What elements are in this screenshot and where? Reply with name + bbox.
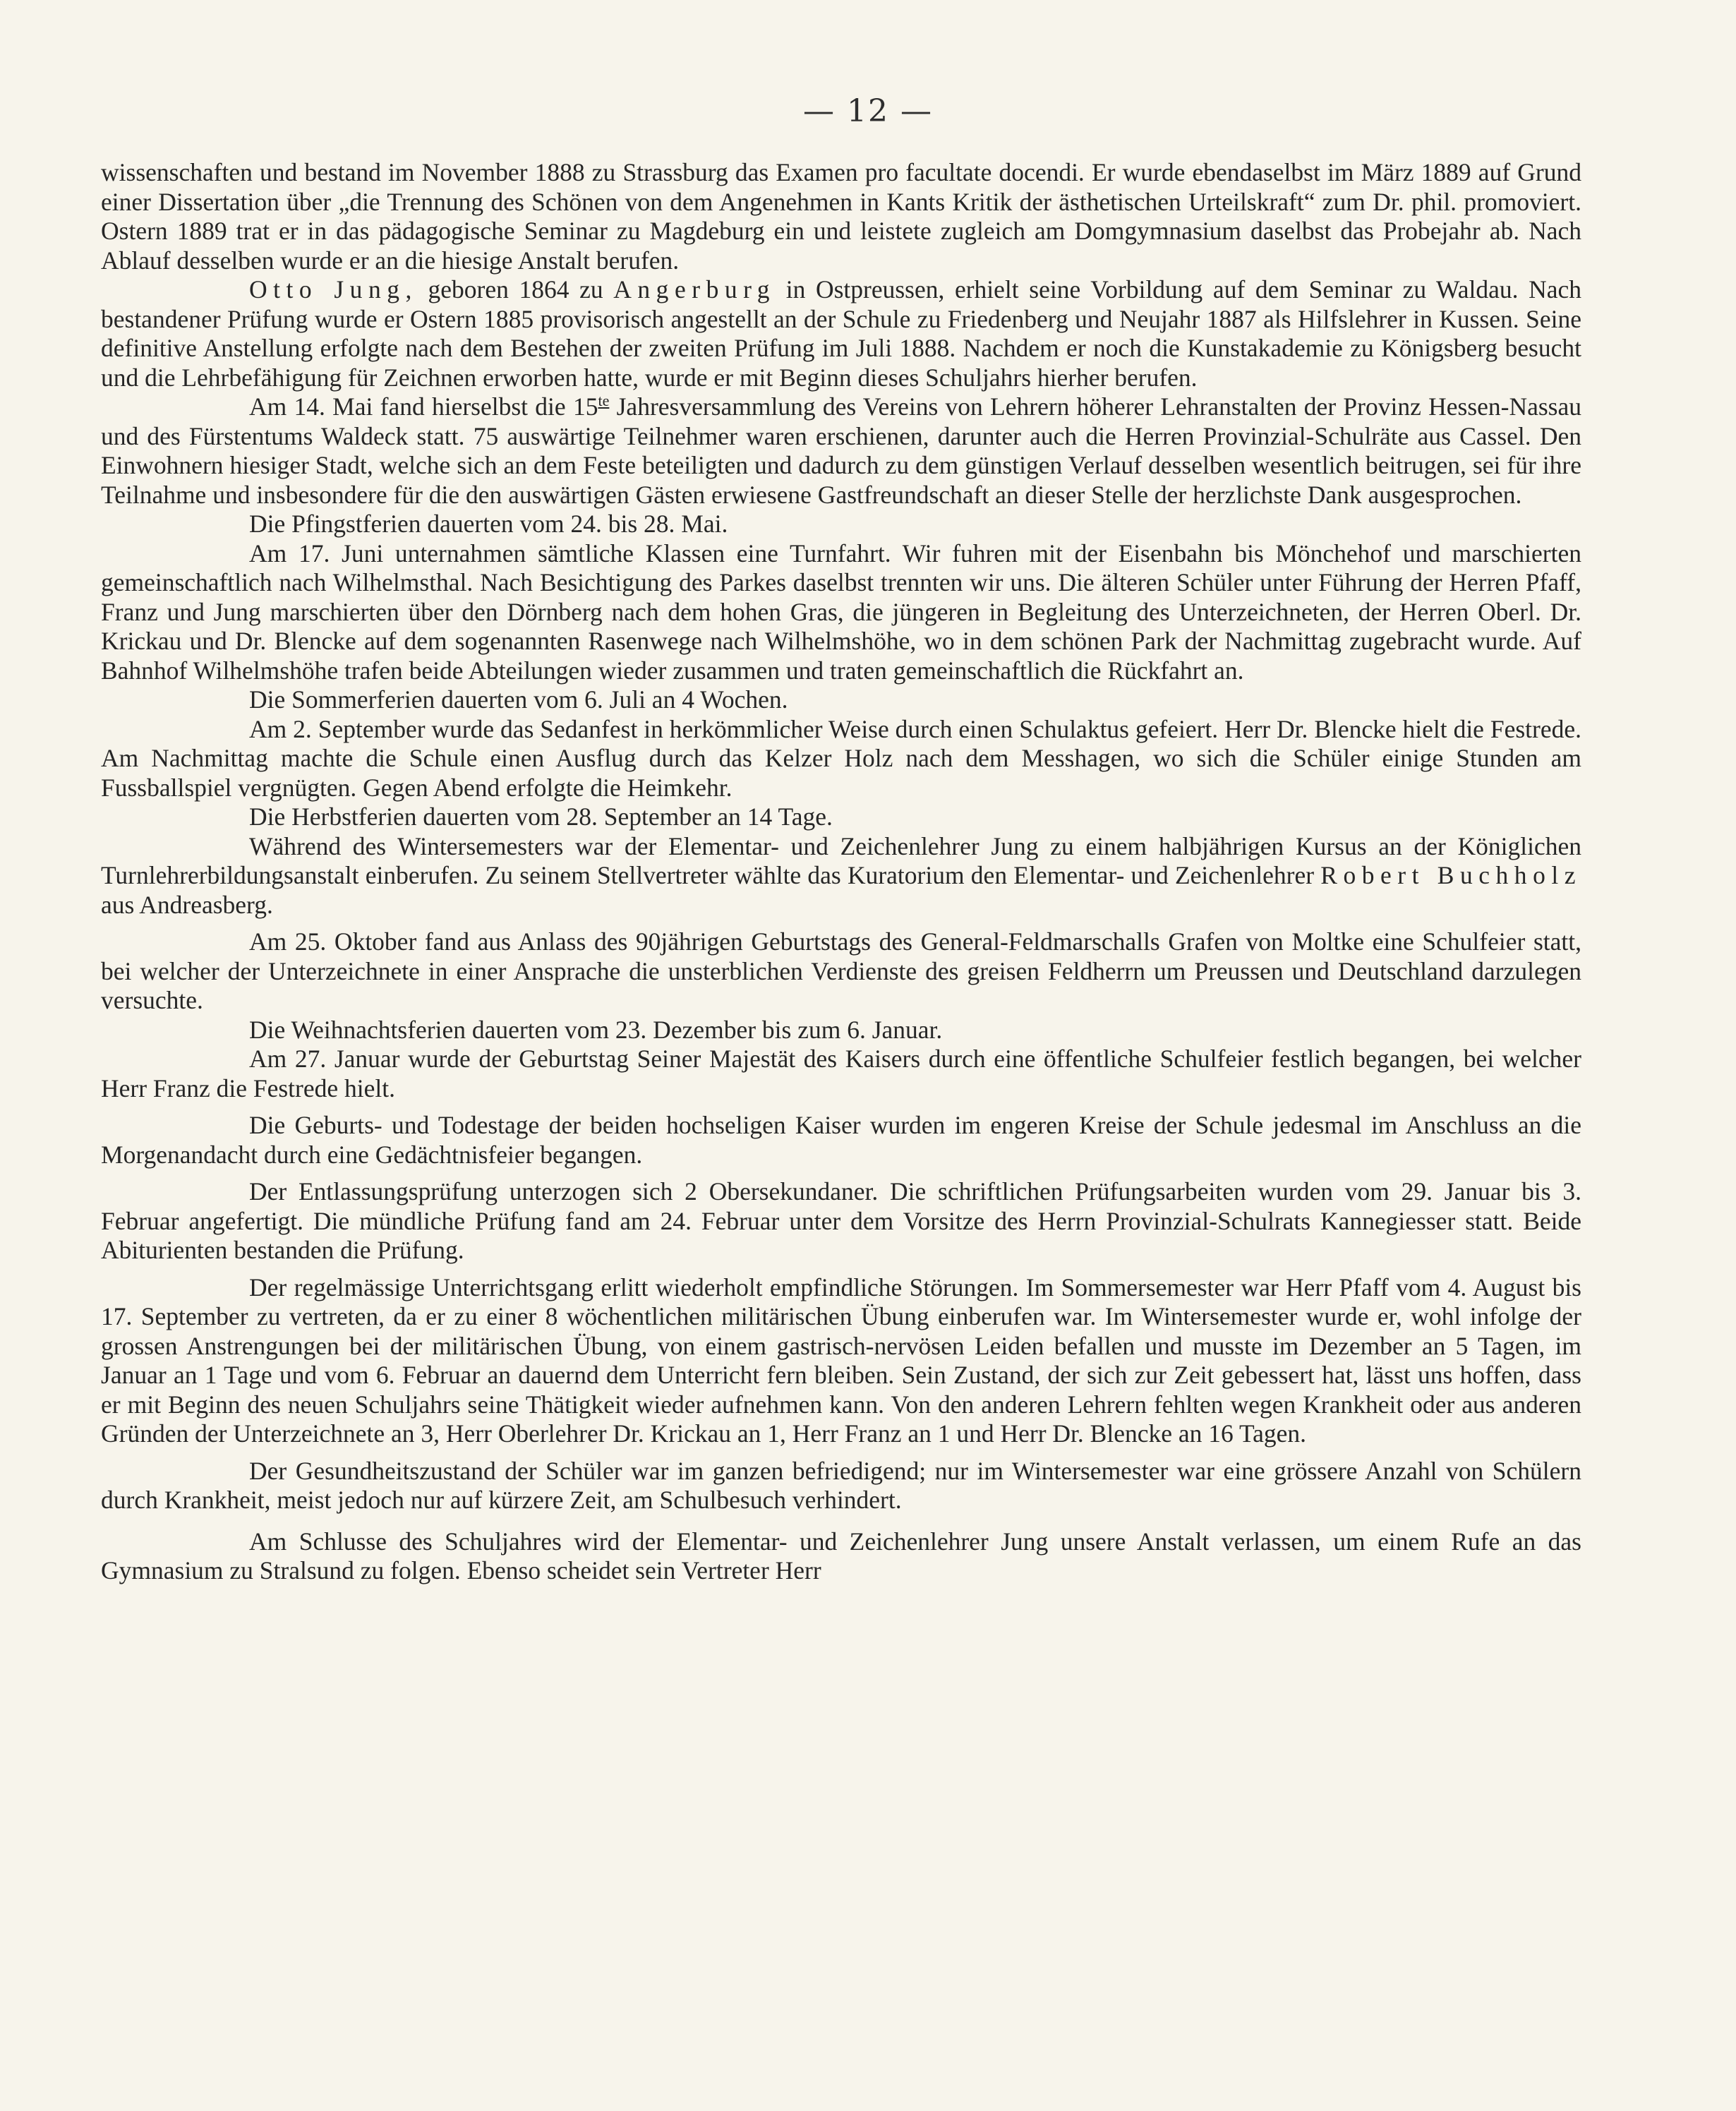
paragraph-gedaechtnisfeier: Die Geburts- und Todestage der beiden hochseligen Kaiser wurden im engeren Kreise der Schule jedesmal im Anschluss an die Morgenandacht durch eine Gedächtnisfeier begangen. — [101, 1111, 1581, 1169]
paragraph-gesundheitszustand: Der Gesundheitszustand der Schüler war im ganzen befriedigend; nur im Wintersemester war eine grössere Anzahl von Schülern durch Krankheit, meist jedoch nur auf kürzere Zeit, am Schulbesuch verhindert. — [101, 1456, 1581, 1514]
paragraph-jahresversammlung — [101, 392, 1581, 510]
paragraph-text: Während des Wintersemesters war der Elementar- und Zeichenlehrer Jung zu einem halbjährigen Kursus an der Königlichen Turnlehrerbildungsanstalt einberufen. Zu seinem Stellvertreter wählte das Kuratorium den Elementar- und Zeichenlehrer — [101, 831, 1581, 889]
paragraph-weihnachtsferien: Die Weihnachtsferien dauerten vom 23. Dezember bis zum 6. Januar. — [249, 1015, 943, 1044]
paragraph-wintersemester — [101, 832, 1581, 920]
paragraph-pfingstferien: Die Pfingstferien dauerten vom 24. bis 28. Mai. — [249, 510, 728, 538]
paragraph-text: Jahresversammlung des Vereins von Lehrern höherer Lehranstalten der Provinz Hessen-Nassau und des Fürstentums Waldeck statt. 75 auswärtige Teilnehmer waren erschienen, darunter auch die Herren Provinzial-Schulräte aus Cassel. Den Einwohnern hiesiger Stadt, welche sich an dem Feste beteiligten und dadurch zu dem günstigen Verlauf desselben wesentlich beitrugen, sei für ihre Teilnahme und insbesondere für die den auswärtigen Gästen erwiesene Gastfreundschaft an dieser Stelle der herzlichste Dank ausgesprochen. — [101, 392, 1582, 509]
paragraph-herbstferien: Die Herbstferien dauerten vom 28. September an 14 Tage. — [249, 802, 833, 831]
paragraph-wissenschaften: wissenschaften und bestand im November 1888 zu Strassburg das Examen pro facultate docendi. Er wurde ebendaselbst im März 1889 auf Grund einer Dissertation über „die Trennung des Schönen von dem Angenehmen in Kants Kritik der ästhetischen Urteilskraft“ zum Dr. phil. promoviert. Ostern 1889 trat er in das pädagogische Seminar zu Magdeburg ein und leistete zugleich am Domgymnasium daselbst das Probejahr ab. Nach Ablauf desselben wurde er an die hiesige Anstalt berufen. — [101, 158, 1581, 275]
paragraph-text: in Ostpreussen, erhielt seine Vorbildung auf dem Seminar zu Waldau. Nach bestandener Prüfung wurde er Ostern 1885 provisorisch angestellt an der Schule zu Friedenberg und Neujahr 1887 als Hilfslehrer in Kussen. Seine definitive Anstellung erfolgte nach dem Bestehen der zweiten Prüfung im Juli 1888. Nachdem er noch die Kunstakademie zu Königsberg besucht und die Lehrbefähigung für Zeichnen erworben hatte, wurde er mit Beginn dieses Schuljahrs hierher berufen. — [101, 275, 1581, 392]
paragraph-unterrichtsgang: Der regelmässige Unterrichtsgang erlitt wiederholt empfindliche Störungen. Im Sommersemester war Herr Pfaff vom 4. August bis 17. September zu vertreten, da er zu einer 8 wöchentlichen militärischen Übung einberufen war. Im Wintersemester wurde er, wohl infolge der grossen Anstrengungen bei der militärischen Übung, von einem gastrisch-nervösen Leiden befallen und musste im Dezember an 5 Tagen, im Januar an 1 Tage und vom 6. Februar an dauernd dem Unterricht fern bleiben. Sein Zustand, der sich zur Zeit gebessert hat, lässt uns hoffen, dass er mit Beginn des neuen Schuljahrs seine Thätigkeit wieder aufnehmen kann. Von den anderen Lehrern fehlten wegen Krankheit oder aus anderen Gründen der Unterzeichnete an 3, Herr Oberlehrer Dr. Krickau an 1, Herr Franz an 1 und Herr Dr. Blencke an 16 Tagen. — [101, 1273, 1581, 1448]
page-number: — 12 — — [803, 93, 933, 129]
paragraph-sedanfest: Am 2. September wurde das Sedanfest in herkömmlicher Weise durch einen Schulaktus gefeiert. Herr Dr. Blencke hielt die Festrede. Am Nachmittag machte die Schule einen Ausflug durch das Kelzer Holz nach dem Messhagen, wo sich die Schüler einige Stunden am Fussballspiel vergnügten. Gegen Abend erfolgte die Heimkehr. — [101, 714, 1581, 802]
paragraph-text: geboren 1864 zu — [417, 275, 614, 303]
paragraph-text: aus Andreasberg. — [101, 890, 273, 919]
paragraph-schlusse: Am Schlusse des Schuljahres wird der Elementar- und Zeichenlehrer Jung unsere Anstalt verlassen, um einem Rufe an das Gymnasium zu Stralsund zu folgen. Ebenso scheidet sein Vertreter Herr — [101, 1527, 1581, 1584]
paragraph-entlassungspruefung: Der Entlassungsprüfung unterzogen sich 2 Obersekundaner. Die schriftlichen Prüfungsarbeiten wurden vom 29. Januar bis 3. Februar angefertigt. Die mündliche Prüfung fand am 24. Februar unter dem Vorsitze des Herrn Provinzial-Schulrats Kannegiesser statt. Beide Abiturienten bestanden die Prüfung. — [101, 1177, 1581, 1264]
paragraph-moltke: Am 25. Oktober fand aus Anlass des 90jährigen Geburtstags des General-Feldmarschalls Grafen von Moltke eine Schulfeier statt, bei welcher der Unterzeichnete in einer Ansprache die unsterblichen Verdienste des greisen Feldherrn um Preussen und Deutschland darzulegen versuchte. — [101, 927, 1581, 1014]
paragraph-kaisers-geburtstag: Am 27. Januar wurde der Geburtstag Seiner Majestät des Kaisers durch eine öffentliche Schulfeier festlich begangen, bei welcher Herr Franz die Festrede hielt. — [101, 1045, 1581, 1102]
person-name-robert-buchholz: Robert Buchholz — [1320, 861, 1581, 889]
paragraph-text: Am 14. Mai fand hierselbst die 15 — [249, 392, 598, 421]
place-name-angerburg: Angerburg — [613, 275, 776, 303]
body-text — [101, 158, 1581, 1586]
paragraph-sommerferien: Die Sommerferien dauerten vom 6. Juli an 4 Wochen. — [249, 685, 788, 714]
paragraph-otto-jung — [101, 275, 1581, 392]
person-name-otto-jung: Otto Jung, — [249, 275, 418, 303]
ordinal-suffix: te — [598, 392, 610, 410]
paragraph-turnfahrt: Am 17. Juni unternahmen sämtliche Klassen eine Turnfahrt. Wir fuhren mit der Eisenbahn bis Mönchehof und marschierten gemeinschaftlich nach Wilhelmsthal. Nach Besichtigung des Parkes daselbst trennten wir uns. Die älteren Schüler unter Führung der Herren Pfaff, Franz und Jung marschierten über den Dörnberg nach dem hohen Gras, die jüngeren in Begleitung des Unterzeichneten, der Herren Oberl. Dr. Krickau und Dr. Blencke auf dem sogenannten Rasenwege nach Wilhelmshöhe, wo in dem schönen Park der Nachmittag zugebracht wurde. Auf Bahnhof Wilhelmshöhe trafen beide Abteilungen wieder zusammen und traten gemeinschaftlich die Rückfahrt an. — [101, 539, 1581, 685]
